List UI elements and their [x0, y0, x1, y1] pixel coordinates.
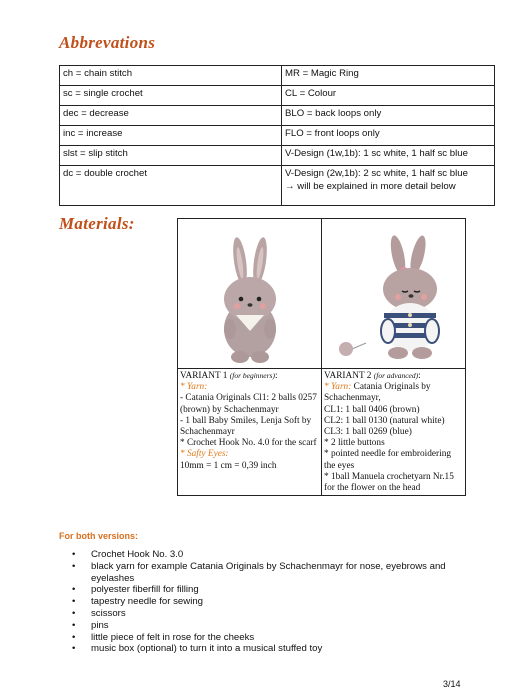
both-versions-label: For both versions:: [59, 531, 139, 541]
table-row: [178, 369, 466, 496]
list-item: • pins: [72, 620, 462, 632]
list-item: • tapestry needle for sewing: [72, 596, 462, 608]
list-item: • polyester fiberfill for filling: [72, 584, 462, 596]
abbr-cell: inc = increase: [60, 126, 282, 146]
list-item: • scissors: [72, 608, 462, 620]
list-item: • Crochet Hook No. 3.0: [72, 549, 462, 561]
yarn-label: * Yarn:: [180, 382, 208, 393]
eyes-label: * Safty Eyes:: [180, 449, 229, 460]
abbreviations-table: [59, 65, 495, 206]
abbr-line: → will be explained in more detail below: [285, 181, 456, 192]
list-item: • black yarn for example Catania Originals by Schachenmayr for nose, eyebrows and eyelashes: [72, 561, 462, 585]
abbr-cell: CL = Colour: [282, 86, 495, 106]
abbr-cell: dc = double crochet: [60, 166, 282, 206]
material-line: 10mm = 1 cm = 0,39 inch: [180, 460, 277, 471]
material-line: * Crochet Hook No. 4.0 for the scarf: [180, 438, 317, 449]
abbr-cell: V-Design (1w,1b): 1 sc white, 1 half sc blue: [282, 146, 495, 166]
list-item: • music box (optional) to turn it into a musical stuffed toy: [72, 643, 462, 655]
abbr-cell: ch = chain stitch: [60, 66, 282, 86]
material-line: - 1 ball Baby Smiles, Lenja Soft by Schachenmayr: [180, 415, 312, 438]
list-item: • little piece of felt in rose for the cheeks: [72, 632, 462, 644]
table-row: [178, 219, 466, 369]
materials-heading: Materials:: [59, 214, 135, 233]
bunny-variant2-image: [322, 219, 466, 368]
page-number: 3/14: [443, 679, 461, 689]
image-cell: [322, 219, 466, 369]
abbr-cell: MR = Magic Ring: [282, 66, 495, 86]
abbr-cell: [282, 166, 495, 206]
image-cell: [178, 219, 322, 369]
abbreviations-heading: Abbrevations: [59, 33, 156, 52]
variant1-cell: [178, 369, 322, 496]
table-row: [60, 146, 495, 166]
material-line: CL2: 1 ball 0130 (natural white): [324, 415, 445, 426]
both-versions-list: [72, 549, 462, 655]
variant2-cell: [322, 369, 466, 496]
variant2-heading: VARIANT 2 (for advanced):: [324, 371, 421, 381]
table-row: [60, 106, 495, 126]
table-row: [60, 166, 495, 206]
materials-table: [177, 218, 466, 496]
material-line: CL1: 1 ball 0406 (brown): [324, 404, 420, 415]
abbr-line: V-Design (2w,1b): 2 sc white, 1 half sc blue: [285, 168, 468, 179]
variant1-heading: VARIANT 1 (for beginners):: [180, 371, 278, 381]
material-line: * 2 little buttons: [324, 438, 385, 449]
abbr-cell: slst = slip stitch: [60, 146, 282, 166]
bunny-variant1-image: [178, 219, 322, 368]
material-line: - Catania Originals Cl1: 2 balls 0257 (brown) by Schachenmayr: [180, 393, 317, 415]
abbr-cell: dec = decrease: [60, 106, 282, 126]
material-line: * 1ball Manuela crochetyarn Nr.15 for the flower on the head: [324, 471, 454, 494]
material-line: CL3: 1 ball 0269 (blue): [324, 427, 412, 438]
table-row: [60, 66, 495, 86]
abbr-cell: sc = single crochet: [60, 86, 282, 106]
abbr-cell: FLO = front loops only: [282, 126, 495, 146]
material-line: * pointed needle for embroidering the eyes: [324, 449, 452, 471]
abbr-cell: BLO = back loops only: [282, 106, 495, 126]
yarn-line: * Yarn: Catania Originals by Schachenmayr,: [324, 382, 431, 404]
table-row: [60, 126, 495, 146]
table-row: [60, 86, 495, 106]
